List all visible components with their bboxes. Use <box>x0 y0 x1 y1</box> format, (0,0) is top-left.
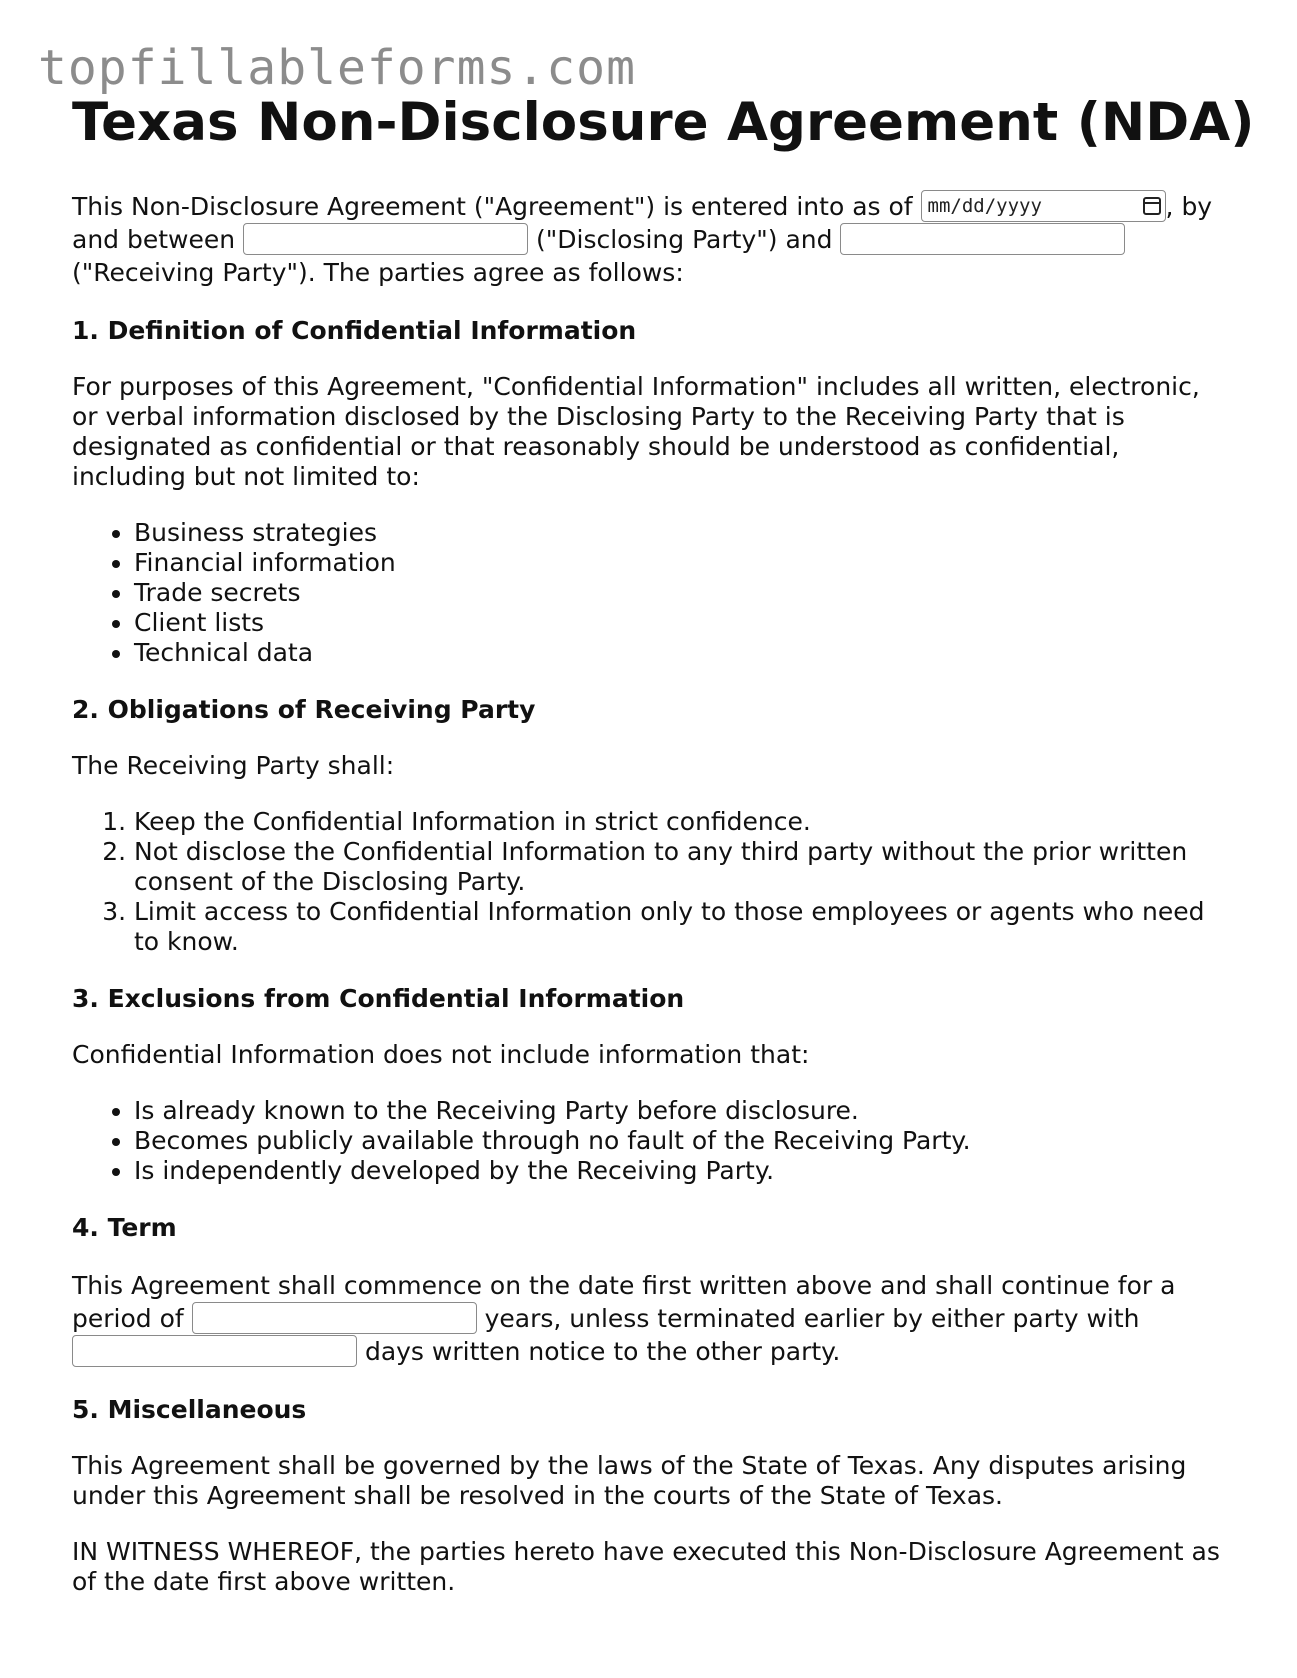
list-item: • Technical data <box>134 638 1232 668</box>
intro-text-2: , by and between <box>72 192 1213 254</box>
section-2-heading: 2. Obligations of Receiving Party <box>72 695 536 724</box>
section-4-heading: 4. Term <box>72 1213 177 1242</box>
list-item: • Is already known to the Receiving Party before disclosure. <box>134 1096 1232 1126</box>
list-item: 1. Keep the Confidential Information in strict confidence. <box>134 807 1232 837</box>
list-item: • Business strategies <box>134 518 1232 548</box>
list-item: • Becomes publicly available through no fault of the Receiving Party. <box>134 1126 1232 1156</box>
list-item: 2. Not disclose the Confidential Information to any third party without the prior written consent of the Disclosing Party. <box>134 837 1232 897</box>
term-text-1: This Agreement shall commence on the date first written above and shall continue for a period of <box>72 1271 1176 1333</box>
exclusions-list <box>72 1096 1232 1186</box>
intro-text-1: This Non-Disclosure Agreement ("Agreement") is entered into as of <box>72 192 913 221</box>
section-1-body: For purposes of this Agreement, "Confidential Information" includes all written, electronic, or verbal information disclosed by the Disclosing Party to the Receiving Party that is designated as confidential or that reasonably should be understood as confidential, including but not limited to: <box>72 372 1200 491</box>
section-2-body: The Receiving Party shall: <box>72 751 395 780</box>
term-text-3: days written notice to the other party. <box>364 1337 841 1366</box>
document <box>72 88 1255 1597</box>
section-3-body: Confidential Information does not include information that: <box>72 1040 810 1069</box>
term-years-input[interactable] <box>192 1302 477 1334</box>
list-item: • Financial information <box>134 548 1232 578</box>
section-5-heading: 5. Miscellaneous <box>72 1395 307 1424</box>
closing-paragraph: IN WITNESS WHEREOF, the parties hereto have executed this Non-Disclosure Agreement as of the date first above written. <box>72 1537 1220 1596</box>
obligations-list <box>72 807 1232 957</box>
list-item: • Is independently developed by the Receiving Party. <box>134 1156 1232 1186</box>
date-placeholder: mm/dd/yyyy <box>927 194 1042 217</box>
list-item: • Trade secrets <box>134 578 1232 608</box>
section-3-heading: 3. Exclusions from Confidential Information <box>72 984 685 1013</box>
intro-paragraph <box>72 190 1232 289</box>
term-text-2: years, unless terminated earlier by either party with <box>484 1304 1140 1333</box>
list-item: • Client lists <box>134 608 1232 638</box>
watermark: topfillableforms.com <box>38 40 636 96</box>
intro-text-4: ("Receiving Party"). The parties agree as follows: <box>72 258 684 287</box>
list-item: 3. Limit access to Confidential Information only to those employees or agents who need to know. <box>134 897 1232 957</box>
disclosing-party-input[interactable] <box>243 223 528 255</box>
section-1-heading: 1. Definition of Confidential Information <box>72 316 637 345</box>
section-4-body <box>72 1269 1232 1368</box>
section-5-body: This Agreement shall be governed by the laws of the State of Texas. Any disputes arising under this Agreement shall be resolved in the courts of the State of Texas. <box>72 1451 1187 1510</box>
agreement-date-input[interactable] <box>921 190 1166 222</box>
receiving-party-input[interactable] <box>840 223 1125 255</box>
intro-text-3: ("Disclosing Party") and <box>536 225 833 254</box>
page-title: Texas Non-Disclosure Agreement (NDA) <box>72 92 1255 153</box>
confidential-info-list <box>72 518 1232 668</box>
notice-days-input[interactable] <box>72 1335 357 1367</box>
calendar-icon[interactable] <box>1143 197 1161 215</box>
